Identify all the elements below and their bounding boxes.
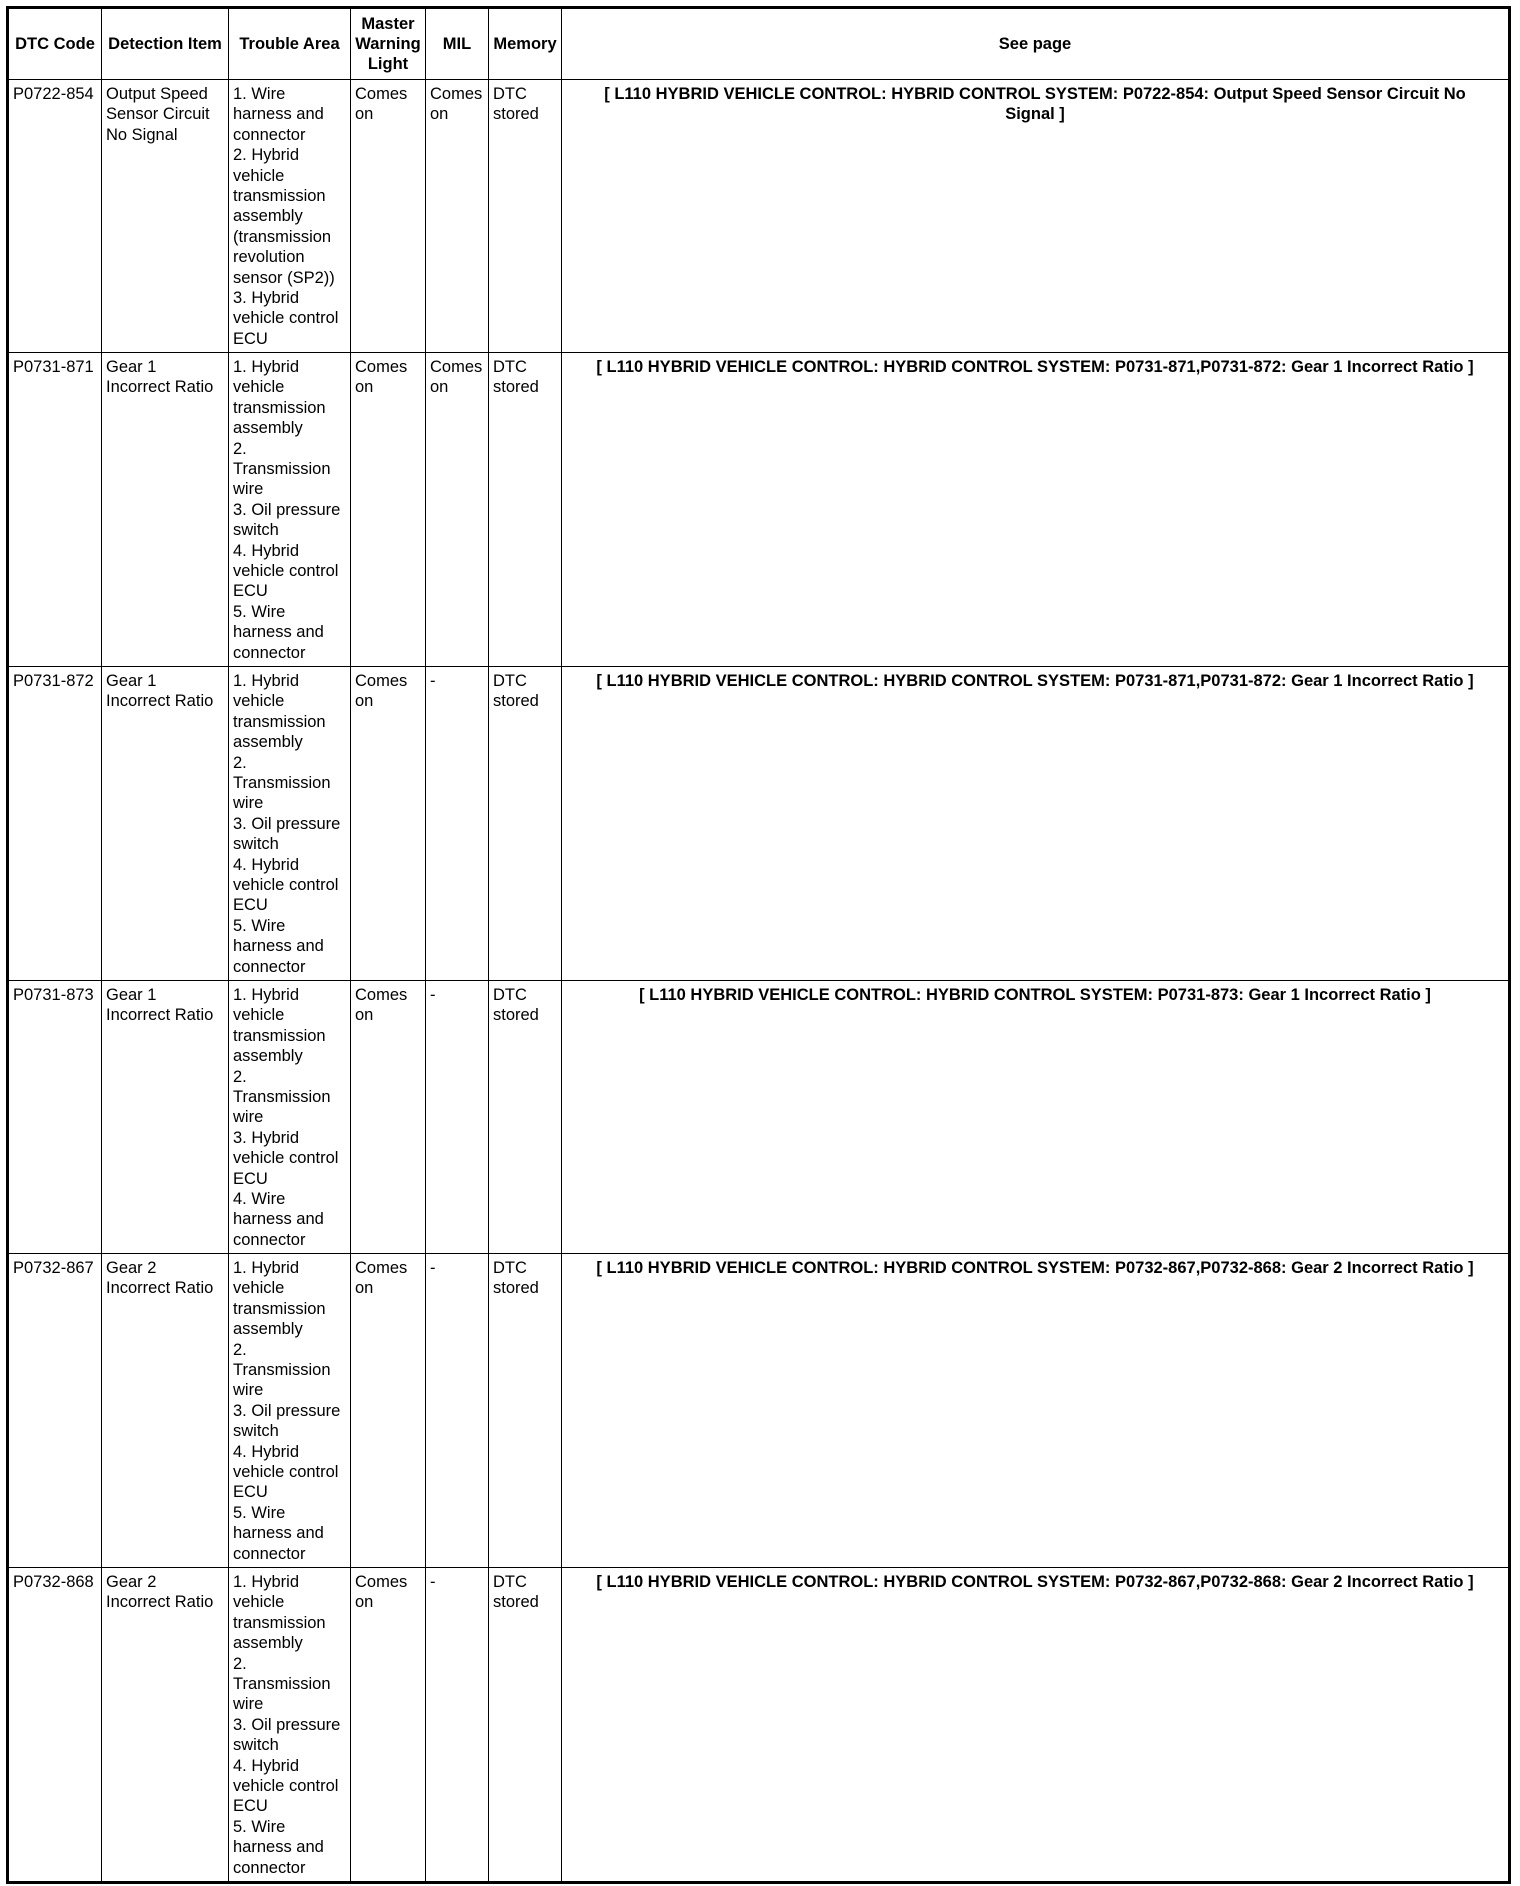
- master-warning-light-cell: Comes on: [351, 1254, 426, 1568]
- dtc-code-cell: P0731-872: [8, 667, 102, 981]
- header-mil: MIL: [426, 8, 489, 80]
- memory-cell: DTC stored: [489, 981, 562, 1254]
- dtc-code-cell: P0731-873: [8, 981, 102, 1254]
- header-detection-item: Detection Item: [102, 8, 229, 80]
- table-row: [8, 981, 1510, 1254]
- trouble-area-item: 1. Hybrid vehicle transmission assembly: [233, 986, 326, 1066]
- trouble-area-item: 4. Hybrid vehicle control ECU: [233, 1442, 339, 1502]
- header-memory: Memory: [489, 8, 562, 80]
- master-warning-light-cell: Comes on: [351, 1568, 426, 1883]
- detection-item-cell: Gear 1 Incorrect Ratio: [102, 667, 229, 981]
- trouble-area-item: 3. Oil pressure switch: [233, 1401, 341, 1441]
- master-warning-light-cell: Comes on: [351, 981, 426, 1254]
- mil-cell: -: [426, 981, 489, 1254]
- trouble-area-cell: [229, 80, 351, 353]
- header-master-warning-light: Master Warning Light: [351, 8, 426, 80]
- header-dtc-code: DTC Code: [8, 8, 102, 80]
- master-warning-light-cell: Comes on: [351, 80, 426, 353]
- table-row: [8, 80, 1510, 353]
- trouble-area-item: 5. Wire harness and connector: [233, 602, 324, 662]
- trouble-area-item: 4. Wire harness and connector: [233, 1190, 324, 1249]
- table-row: [8, 353, 1510, 667]
- trouble-area-item: 1. Hybrid vehicle transmission assembly: [233, 672, 326, 752]
- see-page-link[interactable]: [ L110 HYBRID VEHICLE CONTROL: HYBRID CONTROL SYSTEM: P0732-867,P0732-868: Gear 2 Incorrect Ratio ]: [562, 1568, 1510, 1883]
- trouble-area-item: 3. Hybrid vehicle control ECU: [233, 289, 339, 348]
- trouble-area-item: 3. Oil pressure switch: [233, 1715, 341, 1755]
- detection-item-cell: Output Speed Sensor Circuit No Signal: [102, 80, 229, 353]
- see-page-link[interactable]: [ L110 HYBRID VEHICLE CONTROL: HYBRID CONTROL SYSTEM: P0722-854: Output Speed Sensor Circuit No Signal ]: [562, 80, 1510, 353]
- trouble-area-item: 5. Wire harness and connector: [233, 1817, 324, 1877]
- trouble-area-item: 3. Hybrid vehicle control ECU: [233, 1128, 339, 1188]
- mil-cell: -: [426, 1568, 489, 1883]
- trouble-area-item: 2. Transmission wire: [233, 753, 331, 813]
- dtc-code-cell: P0731-871: [8, 353, 102, 667]
- trouble-area-item: 2. Transmission wire: [233, 1340, 331, 1400]
- trouble-area-cell: [229, 1568, 351, 1883]
- trouble-area-cell: [229, 1254, 351, 1568]
- trouble-area-item: 1. Hybrid vehicle transmission assembly: [233, 1259, 326, 1339]
- memory-cell: DTC stored: [489, 80, 562, 353]
- detection-item-cell: Gear 2 Incorrect Ratio: [102, 1254, 229, 1568]
- trouble-area-item: 3. Oil pressure switch: [233, 500, 341, 540]
- master-warning-light-cell: Comes on: [351, 353, 426, 667]
- table-row: [8, 1254, 1510, 1568]
- mil-cell: Comes on: [426, 353, 489, 667]
- see-page-link[interactable]: [ L110 HYBRID VEHICLE CONTROL: HYBRID CONTROL SYSTEM: P0731-873: Gear 1 Incorrect Ratio ]: [562, 981, 1510, 1254]
- detection-item-cell: Gear 2 Incorrect Ratio: [102, 1568, 229, 1883]
- mil-cell: -: [426, 667, 489, 981]
- detection-item-cell: Gear 1 Incorrect Ratio: [102, 981, 229, 1254]
- see-page-link[interactable]: [ L110 HYBRID VEHICLE CONTROL: HYBRID CONTROL SYSTEM: P0731-871,P0731-872: Gear 1 Incorrect Ratio ]: [562, 667, 1510, 981]
- mil-cell: -: [426, 1254, 489, 1568]
- trouble-area-item: 1. Hybrid vehicle transmission assembly: [233, 1573, 326, 1653]
- trouble-area-item: 1. Hybrid vehicle transmission assembly: [233, 358, 326, 438]
- memory-cell: DTC stored: [489, 353, 562, 667]
- trouble-area-item: 2. Transmission wire: [233, 1654, 331, 1714]
- see-page-link[interactable]: [ L110 HYBRID VEHICLE CONTROL: HYBRID CONTROL SYSTEM: P0732-867,P0732-868: Gear 2 Incorrect Ratio ]: [562, 1254, 1510, 1568]
- trouble-area-item: 2. Transmission wire: [233, 439, 331, 499]
- trouble-area-item: 2. Hybrid vehicle transmission assembly (transmission revolution sensor (SP2)): [233, 146, 335, 287]
- mil-cell: Comes on: [426, 80, 489, 353]
- memory-cell: DTC stored: [489, 667, 562, 981]
- header-trouble-area: Trouble Area: [229, 8, 351, 80]
- trouble-area-item: 2. Transmission wire: [233, 1067, 331, 1127]
- trouble-area-cell: [229, 667, 351, 981]
- trouble-area-cell: [229, 981, 351, 1254]
- dtc-table: [6, 6, 1511, 1884]
- memory-cell: DTC stored: [489, 1254, 562, 1568]
- header-see-page: See page: [562, 8, 1510, 80]
- table-row: [8, 667, 1510, 981]
- trouble-area-item: 4. Hybrid vehicle control ECU: [233, 855, 339, 915]
- dtc-code-cell: P0732-867: [8, 1254, 102, 1568]
- see-page-link[interactable]: [ L110 HYBRID VEHICLE CONTROL: HYBRID CONTROL SYSTEM: P0731-871,P0731-872: Gear 1 Incorrect Ratio ]: [562, 353, 1510, 667]
- header-row: [8, 8, 1510, 80]
- trouble-area-item: 1. Wire harness and connector: [233, 85, 324, 144]
- dtc-code-cell: P0722-854: [8, 80, 102, 353]
- memory-cell: DTC stored: [489, 1568, 562, 1883]
- trouble-area-item: 5. Wire harness and connector: [233, 916, 324, 976]
- trouble-area-item: 5. Wire harness and connector: [233, 1503, 324, 1563]
- trouble-area-cell: [229, 353, 351, 667]
- master-warning-light-cell: Comes on: [351, 667, 426, 981]
- trouble-area-item: 4. Hybrid vehicle control ECU: [233, 1756, 339, 1816]
- trouble-area-item: 3. Oil pressure switch: [233, 814, 341, 854]
- detection-item-cell: Gear 1 Incorrect Ratio: [102, 353, 229, 667]
- dtc-code-cell: P0732-868: [8, 1568, 102, 1883]
- table-row: [8, 1568, 1510, 1883]
- trouble-area-item: 4. Hybrid vehicle control ECU: [233, 541, 339, 601]
